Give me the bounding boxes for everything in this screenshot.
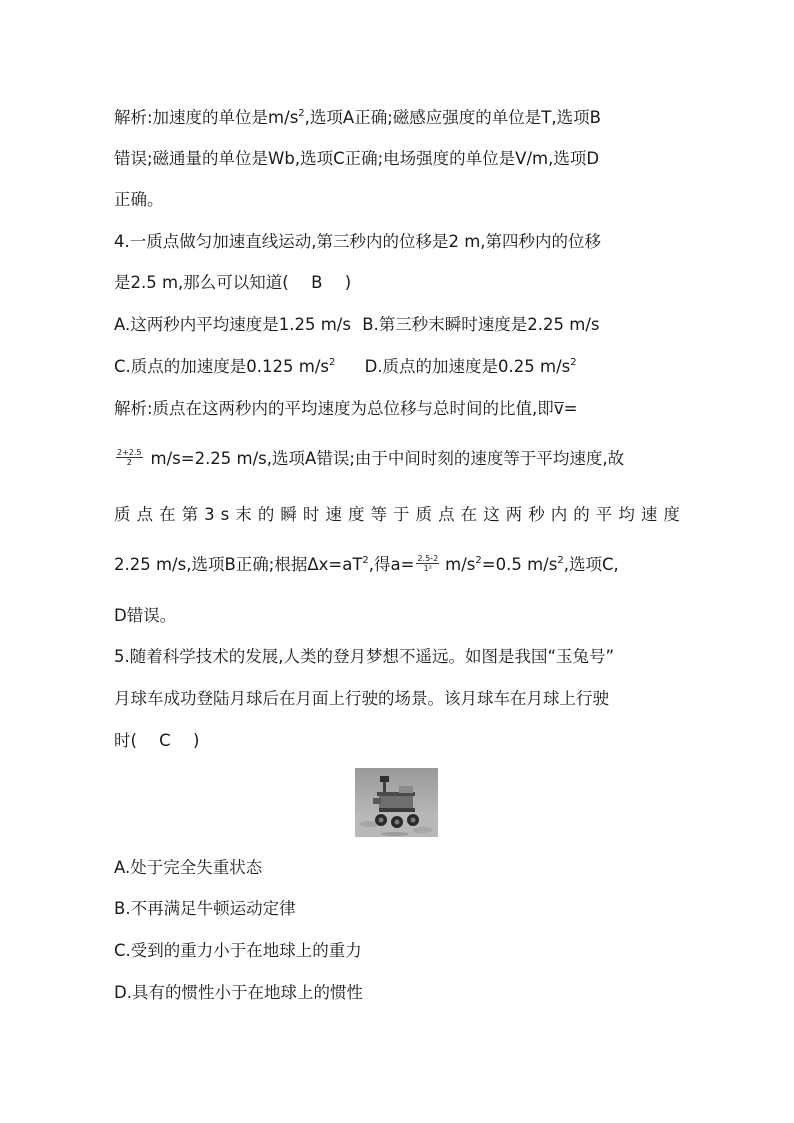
- q5-stem-line-3: [114, 729, 199, 753]
- fraction-1: [116, 448, 143, 467]
- justified-char: 度: [347, 505, 365, 524]
- text: 解析:质点在这两秒内的平均速度为总位移与总时间的比值,即: [114, 399, 554, 418]
- denominator: 2: [126, 458, 132, 467]
- justified-char: 在: [159, 505, 176, 524]
- justified-char: 这: [483, 505, 500, 524]
- text: D.质点的加速度是0.25 m/s: [364, 357, 571, 376]
- justified-char: s: [220, 505, 230, 524]
- justified-char: 点: [136, 505, 154, 524]
- justified-char: 的: [573, 505, 590, 524]
- q5-option-b: B.不再满足牛顿运动定律: [114, 899, 296, 918]
- justified-char: 秒: [528, 505, 545, 524]
- q4-stem-line-2: [114, 271, 351, 295]
- text: ): [344, 273, 352, 292]
- justified-char: 的: [257, 505, 275, 524]
- text: 2.25 m/s,选项B正确;根据Δx=aT: [114, 555, 363, 574]
- justified-char: 质: [114, 505, 131, 524]
- text: ,选项A正确;磁感应强度的单位是T,选项B: [304, 108, 601, 127]
- lunar-rover-photo: [355, 768, 438, 837]
- q3-analysis-line-2: 错误;磁通量的单位是Wb,选项C正确;电场强度的单位是V/m,选项D: [114, 149, 600, 168]
- q5-answer: C: [159, 731, 171, 750]
- q5-stem-line-1: 5.随着科学技术的发展,人类的登月梦想不遥远。如图是我国“玉兔号”: [114, 647, 615, 666]
- superscript: 2: [570, 356, 577, 368]
- q4-analysis-line-3: [114, 503, 680, 527]
- mean-velocity-symbol: v: [554, 397, 564, 421]
- q5-option-a: A.处于完全失重状态: [114, 858, 263, 877]
- superscript: 2: [362, 554, 369, 566]
- justified-char: 时: [302, 505, 320, 524]
- text: =0.5 m/s: [481, 555, 558, 574]
- justified-char: 在: [460, 505, 478, 524]
- q5-option-c: C.受到的重力小于在地球上的重力: [114, 941, 362, 960]
- q3-analysis-line-3: 正确。: [114, 190, 164, 209]
- justified-char: 均: [618, 505, 635, 524]
- q4-option-c: [114, 357, 335, 376]
- q5-option-d: D.具有的惯性小于在地球上的惯性: [114, 983, 363, 1002]
- q3-analysis-line-1: [114, 106, 601, 130]
- text: m/s: [445, 555, 476, 574]
- q4-option-d: [365, 357, 577, 376]
- q4-options-row-2: [114, 355, 577, 379]
- text: 是2.5 m,那么可以知道(: [114, 273, 289, 292]
- q5-stem-line-2: 月球车成功登陆月球后在月面上行驶的场景。该月球车在月球上行驶: [114, 689, 609, 708]
- justified-char: 第: [181, 505, 199, 524]
- q4-option-a: A.这两秒内平均速度是1.25 m/s: [114, 315, 351, 334]
- q4-analysis-line-4: [114, 553, 619, 577]
- justified-char: 两: [505, 505, 523, 524]
- q4-stem-line-1: 4.一质点做匀加速直线运动,第三秒内的位移是2 m,第四秒内的位移: [114, 232, 602, 251]
- text: 时(: [114, 731, 137, 750]
- superscript: 2: [298, 107, 305, 119]
- text: C.质点的加速度是0.125 m/s: [114, 357, 329, 376]
- q4-analysis-line-5: D错误。: [114, 606, 177, 625]
- text: ): [192, 731, 200, 750]
- justified-char: 质: [415, 505, 433, 524]
- justified-char: 度: [663, 505, 680, 524]
- text: ,选项C,: [563, 555, 619, 574]
- justified-char: 速: [325, 505, 342, 524]
- superscript: 2: [328, 356, 336, 368]
- q4-analysis-line-1: [114, 397, 577, 421]
- q4-option-b: B.第三秒末瞬时速度是2.25 m/s: [362, 315, 600, 334]
- text: ,得a=: [368, 555, 415, 574]
- justified-char: 末: [235, 505, 252, 524]
- justified-char: 3: [204, 505, 215, 524]
- text: m/s=2.25 m/s,选项A错误;由于中间时刻的速度等于平均速度,故: [150, 449, 625, 468]
- justified-char: 瞬: [280, 505, 297, 524]
- denominator: 1²: [423, 564, 432, 573]
- q4-options-row-1: [114, 313, 600, 337]
- q4-answer: B: [311, 273, 323, 292]
- q4-analysis-line-2: [114, 447, 624, 471]
- justified-char: 平: [595, 505, 613, 524]
- text: 解析:加速度的单位是m/s: [114, 108, 299, 127]
- justified-char: 等: [370, 505, 387, 524]
- justified-char: 内: [550, 505, 568, 524]
- numerator: 2.5-2: [417, 554, 439, 563]
- justified-char: 于: [393, 505, 410, 524]
- text: =: [563, 399, 578, 418]
- superscript: 2: [557, 554, 564, 566]
- justified-char: 点: [438, 505, 455, 524]
- numerator: 2+2.5: [117, 448, 142, 457]
- superscript: 2: [475, 554, 482, 566]
- justified-char: 速: [640, 505, 658, 524]
- fraction-2: [416, 554, 439, 573]
